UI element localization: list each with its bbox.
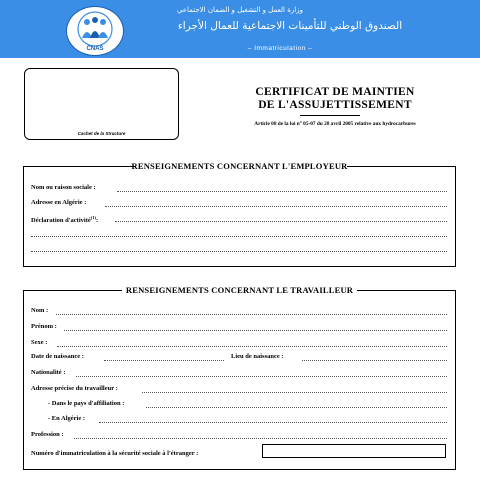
nationality-label: Nationalité : bbox=[31, 369, 66, 376]
affiliation-country-field[interactable] bbox=[146, 407, 447, 408]
employer-address-label: Adresse en Algérie : bbox=[31, 199, 87, 206]
employer-activity-label: Déclaration d'activité$^{(1)}$: bbox=[31, 215, 99, 225]
ministry-name: وزارة العمل و التشغيل و الضمان الاجتماعي bbox=[177, 6, 303, 14]
heading-rule-left bbox=[74, 290, 112, 291]
logo-text: CNAS bbox=[86, 46, 104, 52]
profession-label: Profession : bbox=[31, 431, 64, 438]
employer-address-field[interactable] bbox=[105, 206, 447, 207]
sexe-field[interactable] bbox=[57, 346, 447, 347]
pob-field[interactable] bbox=[302, 360, 447, 361]
profession-field[interactable] bbox=[74, 438, 447, 439]
employer-heading: RENSEIGNEMENTS CONCERNANT L'EMPLOYEUR bbox=[24, 161, 455, 171]
employer-extra-line-2[interactable] bbox=[31, 251, 447, 252]
prenom-field[interactable] bbox=[64, 330, 447, 331]
cnas-logo bbox=[66, 6, 124, 56]
document-title bbox=[215, 86, 455, 111]
header-subtitle: – Immatriculation – bbox=[247, 45, 313, 52]
dob-label: Date de naissance : bbox=[31, 353, 84, 360]
prenom-label: Prénom : bbox=[31, 323, 57, 330]
employer-name-label: Nom ou raison sociale : bbox=[31, 184, 96, 191]
title-line-1: CERTIFICAT DE MAINTIEN bbox=[255, 86, 415, 98]
affiliation-country-label: - Dans le pays d'affiliation : bbox=[48, 400, 125, 407]
pob-label: Lieu de naissance : bbox=[231, 353, 284, 360]
employer-activity-field[interactable] bbox=[115, 221, 447, 222]
algeria-address-label: - En Algérie : bbox=[48, 415, 86, 422]
fund-name: الصندوق الوطني للتأمينات الاجتماعية للعمال الأجراء bbox=[177, 20, 403, 32]
algeria-address-field[interactable] bbox=[99, 422, 447, 423]
title-underline bbox=[300, 115, 360, 116]
heading-rule-left bbox=[106, 166, 136, 167]
nom-field[interactable] bbox=[56, 314, 447, 315]
title-line-2: DE L'ASSUJETTISSEMENT bbox=[258, 98, 412, 111]
worker-section bbox=[23, 285, 456, 470]
dob-field[interactable] bbox=[104, 360, 224, 361]
employer-extra-line-1[interactable] bbox=[31, 236, 447, 237]
nom-label: Nom : bbox=[31, 307, 49, 314]
employer-name-field[interactable] bbox=[117, 191, 447, 192]
worker-address-label: Adresse précise du travailleur : bbox=[31, 385, 118, 392]
header-banner bbox=[0, 0, 480, 58]
stamp-label: Cachet de la Structure bbox=[77, 131, 126, 136]
ss-number-input[interactable] bbox=[262, 444, 446, 458]
sexe-label: Sexe : bbox=[31, 339, 48, 346]
stamp-box bbox=[24, 68, 179, 140]
employer-section bbox=[23, 161, 456, 267]
legal-reference: Article 08 de la loi n° 05-07 du 28 avril 2005 relative aux hydrocarbures bbox=[254, 121, 416, 127]
worker-address-field[interactable] bbox=[142, 392, 447, 393]
heading-rule-right bbox=[365, 290, 447, 291]
ss-number-label: Numéro d'immatriculation à la sécurité sociale à l'étranger : bbox=[31, 450, 199, 457]
worker-heading: RENSEIGNEMENTS CONCERNANT LE TRAVAILLEUR bbox=[24, 285, 455, 295]
nationality-field[interactable] bbox=[76, 376, 447, 377]
heading-rule-right bbox=[347, 166, 385, 167]
